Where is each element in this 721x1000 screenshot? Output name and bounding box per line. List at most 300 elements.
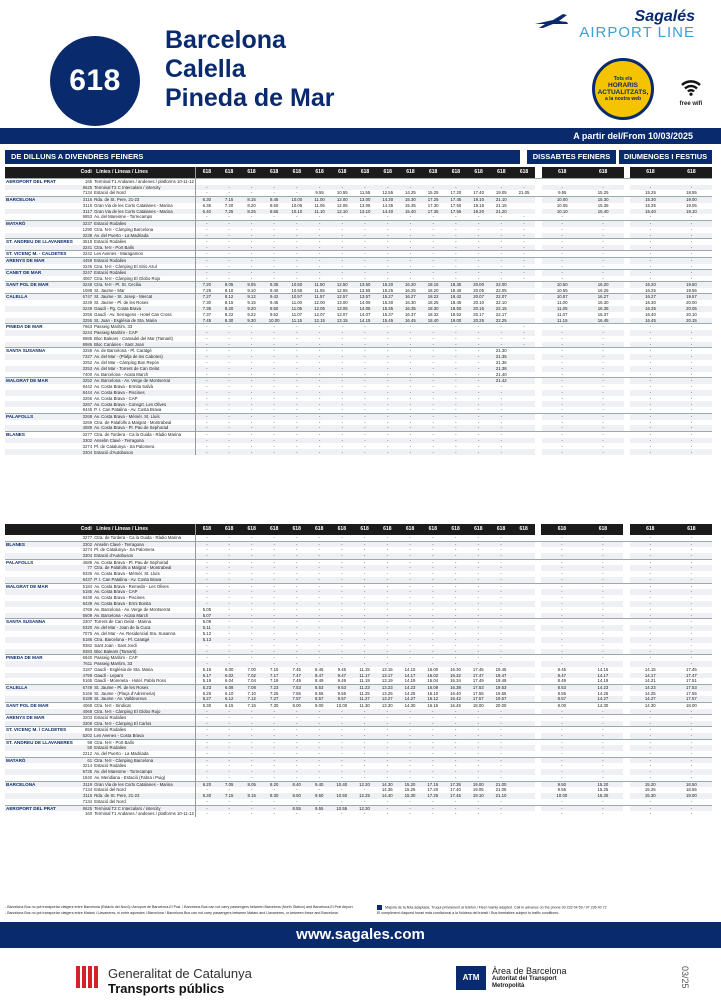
weekday-time: -	[285, 619, 308, 625]
weekday-time: -	[432, 607, 434, 613]
weekday-time: -	[354, 245, 377, 251]
weekday-time: 8.50	[269, 202, 279, 208]
weekday-time: -	[263, 715, 286, 721]
weekday-time: -	[240, 431, 262, 437]
stop-code: 3249	[82, 300, 93, 306]
stop-code: 4068	[79, 703, 93, 709]
weekday-time: 7.53	[285, 685, 308, 691]
saturday-time: -	[602, 407, 604, 413]
weekday-time: 6.15	[218, 703, 241, 709]
saturday-time: -	[582, 613, 623, 619]
weekday-time: 16.10	[427, 690, 439, 696]
sunday-time: 18.50	[671, 781, 712, 787]
weekday-time: -	[295, 799, 298, 805]
weekday-time: -	[376, 413, 399, 419]
weekday-time: -	[318, 371, 321, 377]
town-name: ST. VICENÇ M. - CALDETES	[5, 251, 79, 258]
town-name: ST. ANDREU DE LLAVANERES	[5, 239, 79, 245]
table-row	[5, 449, 712, 455]
weekday-time: -	[376, 619, 399, 625]
stop-code: 5165	[82, 678, 93, 684]
weekday-time: -	[353, 625, 376, 631]
weekday-time: -	[273, 595, 275, 601]
sunday-time: -	[630, 649, 671, 655]
stop-code: 3518	[79, 239, 93, 245]
weekday-time: -	[341, 395, 343, 401]
weekday-time: -	[376, 745, 399, 751]
sunday-time: -	[690, 751, 693, 757]
weekday-time: -	[308, 233, 331, 239]
weekday-time: -	[206, 226, 208, 232]
weekday-time: -	[250, 631, 253, 637]
weekday-time: -	[500, 595, 502, 601]
saturday-time: 15.30	[583, 197, 624, 203]
header-line-number: 618	[399, 167, 422, 179]
weekday-time: -	[240, 354, 262, 360]
weekday-time: -	[387, 407, 389, 413]
weekday-time: -	[490, 541, 513, 547]
weekday-time: -	[240, 661, 263, 667]
weekday-time: -	[445, 438, 468, 444]
saturday-time: -	[583, 378, 624, 384]
weekday-time: -	[250, 642, 253, 648]
weekday-time: -	[353, 745, 376, 751]
weekday-time: -	[399, 565, 422, 571]
header-line-number: 618	[376, 524, 399, 535]
saturday-time: -	[582, 649, 623, 655]
stop-name: Estació d'Autobusos	[93, 449, 195, 455]
stop-code: 8625	[79, 805, 93, 811]
weekday-time: -	[490, 661, 513, 667]
brand-logo	[485, 8, 695, 41]
saturday-time: -	[582, 655, 623, 661]
weekday-time: -	[363, 571, 366, 577]
weekday-time: 8.15	[240, 197, 262, 203]
weekday-time: -	[353, 583, 376, 589]
weekday-time: -	[195, 425, 218, 431]
weekday-time: -	[195, 757, 218, 763]
weekday-time: -	[353, 661, 376, 667]
weekday-time: -	[364, 395, 366, 401]
stop-code: 8445	[82, 407, 93, 413]
weekday-time: -	[285, 709, 308, 715]
weekday-time: -	[218, 324, 240, 330]
weekday-time: -	[421, 733, 444, 739]
stop-code: 4459	[79, 257, 93, 263]
weekday-time: -	[454, 631, 457, 637]
weekday-time: 13.07	[336, 311, 348, 317]
weekday-time: -	[399, 601, 422, 607]
weekday-time: -	[195, 649, 218, 655]
saturday-time: 15.35	[597, 202, 609, 208]
sunday-time: -	[630, 601, 671, 607]
brand-name: Sagalés	[634, 8, 695, 25]
weekday-time: 17.45	[472, 666, 484, 672]
weekday-time: -	[399, 431, 422, 437]
weekday-time: -	[477, 751, 480, 757]
weekday-time: -	[376, 330, 399, 336]
sunday-time: -	[690, 214, 693, 220]
weekday-time: -	[513, 185, 536, 191]
stop-code: 8383	[79, 649, 93, 655]
weekday-time: -	[285, 245, 308, 251]
weekday-time: 8.12	[218, 294, 240, 300]
weekday-time: -	[445, 378, 468, 384]
weekday-time: -	[490, 715, 513, 721]
weekday-time: -	[218, 390, 240, 396]
saturday-time: -	[602, 359, 604, 365]
weekday-time: -	[445, 354, 468, 360]
weekday-time: -	[467, 221, 490, 227]
weekday-time: -	[513, 251, 536, 258]
weekday-time: -	[421, 757, 444, 763]
weekday-time: 8.55	[263, 209, 286, 215]
weekday-time: -	[444, 715, 467, 721]
sunday-time: -	[671, 245, 712, 251]
sunday-time: -	[671, 769, 712, 775]
weekday-time: 7.00	[247, 666, 256, 672]
stop-code: 5202	[79, 733, 93, 739]
weekday-time: 18.42	[445, 294, 468, 300]
stop-code: 4589	[79, 559, 93, 565]
stop-code: 5185	[79, 589, 93, 595]
weekday-time: -	[228, 751, 230, 757]
weekday-time: -	[490, 239, 513, 245]
saturday-time: 11.00	[557, 300, 568, 306]
stop-name: Ctra. de Tordera - Ca la Guida - Ràdio Marina	[93, 535, 195, 541]
stop-name: Av. Barcelona - Av. Verge de Montserrat	[93, 378, 195, 384]
header-line-number: 618	[541, 524, 582, 535]
weekday-time: -	[490, 559, 513, 565]
weekday-time: 18.32	[427, 311, 439, 317]
weekday-time: 9.05	[240, 282, 262, 288]
weekday-time: -	[240, 233, 262, 239]
sunday-time: -	[671, 233, 712, 239]
weekday-time: -	[432, 751, 434, 757]
weekday-time: -	[295, 811, 298, 817]
weekday-time: -	[513, 245, 536, 251]
weekday-time: -	[195, 221, 218, 227]
weekday-time: -	[218, 589, 241, 595]
weekday-time: 17.57	[467, 696, 490, 702]
weekday-time: -	[399, 390, 422, 396]
weekday-time: -	[353, 715, 376, 721]
weekday-time: 12.05	[336, 202, 348, 208]
weekday-time: -	[467, 661, 490, 667]
weekday-time: -	[240, 251, 262, 258]
weekday-time: -	[218, 449, 240, 455]
sunday-time: -	[630, 739, 671, 745]
weekday-time: -	[364, 443, 366, 449]
weekday-time: 22.07	[490, 294, 513, 300]
weekday-time: -	[490, 553, 513, 559]
weekday-time: 10.55	[336, 190, 348, 196]
saturday-time: -	[541, 727, 582, 733]
weekday-time: -	[500, 275, 503, 281]
weekday-time: -	[206, 751, 208, 757]
weekday-time: -	[409, 595, 411, 601]
saturday-time: -	[561, 811, 563, 817]
weekday-time: 15.35	[376, 306, 399, 312]
stop-name: Anselm Clavé - Terragona	[93, 541, 195, 547]
weekday-time: -	[263, 366, 286, 372]
weekday-time: -	[455, 214, 457, 220]
weekday-time: 10.40	[330, 781, 353, 787]
weekday-time: -	[295, 775, 298, 781]
weekday-time: -	[454, 775, 457, 781]
weekday-time: 9.50	[263, 306, 286, 312]
note-barcelona-airport: - Barcelona Bus no pot transportar viatgers entre Barcelona (Estació del Nord) i Aeroport de Barcelona-El Prat. / Barcelona Bus can not carry passengers between Barcelona (North Station) and Barcelona-El Prat Airport.	[5, 905, 354, 909]
stop-code: 7400	[82, 371, 93, 377]
weekday-time: -	[409, 359, 412, 365]
weekday-time: -	[295, 571, 298, 577]
weekday-time: -	[364, 359, 366, 365]
weekday-time: -	[467, 625, 490, 631]
weekday-time: -	[195, 413, 218, 419]
atm-text	[492, 966, 567, 990]
weekday-time: -	[273, 359, 275, 365]
weekday-time: -	[308, 431, 331, 437]
saturday-time: -	[583, 245, 624, 251]
stop-name: St. Jaume - Pl. de les Roses	[93, 685, 195, 691]
saturday-time: -	[561, 799, 563, 805]
weekday-time: -	[285, 637, 308, 643]
weekday-time: -	[263, 583, 286, 589]
header-line-number: 618	[308, 167, 331, 179]
weekday-time: -	[318, 443, 321, 449]
stop-code: 3246	[82, 263, 93, 269]
sunday-time: 17.51	[686, 678, 697, 684]
sunday-time: -	[671, 342, 712, 348]
weekday-time: -	[490, 733, 513, 739]
saturday-time: 10.10	[542, 209, 583, 215]
weekday-time: 7.20	[195, 282, 218, 288]
town-name: CANET DE MAR	[5, 270, 79, 276]
weekday-time: 17.35	[422, 209, 445, 215]
weekday-time: 17.35	[444, 781, 467, 787]
weekday-time: 18.25	[427, 300, 439, 306]
weekday-time: 16.02	[421, 673, 444, 679]
sunday-time: -	[671, 733, 712, 739]
weekday-time: -	[240, 739, 263, 745]
stop-code: 3268	[79, 413, 93, 419]
stop-name: St. Jaume - Av. Valldeoreus	[93, 696, 195, 702]
weekday-time: -	[263, 239, 286, 245]
weekday-time: -	[399, 649, 422, 655]
weekday-time: -	[195, 805, 218, 811]
weekday-time: 11.07	[291, 311, 303, 317]
stop-code: 3277	[79, 431, 93, 437]
weekday-time: -	[285, 233, 308, 239]
stop-code: 5184	[79, 583, 93, 589]
weekday-time: -	[228, 407, 230, 413]
weekday-time: -	[285, 721, 308, 727]
weekday-time: -	[444, 553, 467, 559]
sunday-time: -	[630, 733, 671, 739]
weekday-time: -	[318, 547, 320, 553]
saturday-time: -	[582, 661, 623, 667]
weekday-time: 14.40	[376, 209, 399, 215]
weekday-time: -	[285, 270, 308, 276]
weekday-time: -	[386, 799, 389, 805]
weekday-time: -	[399, 378, 422, 384]
weekday-time: -	[330, 709, 353, 715]
weekday-time: -	[376, 401, 399, 407]
weekday-time: -	[206, 359, 208, 365]
weekday-time: 10.50	[330, 793, 353, 799]
stop-name: P. I. Can Patalina - Av. Costa Brava	[93, 407, 195, 413]
weekday-time: -	[285, 745, 308, 751]
weekday-time: -	[206, 383, 208, 389]
saturday-time: 14.15	[597, 666, 609, 672]
weekday-time: -	[228, 335, 230, 341]
saturday-time: -	[561, 335, 563, 341]
stop-name: Bloc Balears (Tamarit)	[93, 649, 195, 655]
weekday-time: 15.45	[376, 318, 399, 324]
sunday-time: 16.27	[630, 294, 671, 300]
weekday-time: 10.00	[263, 318, 286, 324]
weekday-time: -	[376, 733, 399, 739]
stop-name: Av. del Mar - Av. Residencial Sta. Susanna	[93, 631, 195, 637]
saturday-time: 11.07	[557, 311, 568, 317]
weekday-time: -	[477, 335, 480, 341]
weekday-time: -	[455, 383, 457, 389]
weekday-time: -	[376, 233, 399, 239]
header-line-number: 618	[195, 167, 218, 179]
sunday-time: -	[671, 438, 712, 444]
weekday-time: -	[318, 419, 321, 425]
weekday-time: -	[308, 625, 331, 631]
stop-name: Estació del Nord	[93, 799, 195, 805]
weekday-time: 9.55	[337, 690, 346, 696]
weekday-time: -	[318, 642, 320, 648]
weekday-time: 20.25	[467, 318, 490, 324]
weekday-time: -	[421, 577, 444, 583]
header-line-number: 618	[630, 524, 671, 535]
weekday-time: -	[308, 413, 331, 419]
weekday-time: -	[444, 757, 467, 763]
sunday-time: -	[671, 727, 712, 733]
saturday-time: -	[561, 547, 563, 553]
sunday-time: 15.40	[630, 209, 671, 215]
stop-code: 8444	[79, 390, 93, 396]
header-code: Codi	[79, 167, 93, 179]
sunday-time: 15.25	[644, 787, 656, 793]
weekday-time: -	[263, 613, 286, 619]
stop-code: 165	[79, 179, 93, 185]
stop-code: 3302	[79, 541, 93, 547]
header-line-number: 618	[444, 524, 467, 535]
weekday-time: -	[490, 577, 513, 583]
weekday-time: 11.55	[359, 190, 371, 196]
weekday-time: -	[296, 263, 298, 269]
weekday-time: -	[399, 709, 422, 715]
weekday-time: -	[399, 342, 422, 348]
weekday-time: -	[432, 571, 434, 577]
saturday-time: -	[561, 607, 563, 613]
stop-code: 3274	[82, 443, 93, 449]
weekday-time: -	[422, 251, 445, 258]
weekday-time: 15.35	[405, 202, 416, 208]
weekday-time: -	[454, 811, 457, 817]
weekday-time: -	[500, 335, 503, 341]
weekday-time: 7.12	[240, 696, 263, 702]
weekday-time: 22.05	[495, 287, 507, 293]
weekday-time: -	[432, 763, 434, 769]
weekday-time: -	[467, 342, 490, 348]
weekday-time: -	[240, 613, 263, 619]
weekday-time: -	[500, 571, 502, 577]
weekday-time: -	[454, 763, 457, 769]
sticker-line-3: ACTUALITZATS,	[597, 89, 649, 96]
weekday-time: -	[240, 553, 263, 559]
weekday-time: -	[240, 348, 262, 354]
weekday-time: -	[445, 348, 468, 354]
weekday-time: -	[308, 553, 331, 559]
weekday-time: -	[308, 251, 331, 258]
weekday-time: 12.07	[314, 311, 325, 317]
weekday-time: 16.35	[399, 306, 422, 312]
weekday-time: -	[295, 787, 298, 793]
weekday-time: -	[318, 751, 320, 757]
stop-name: Gaudí - Pg. Costa Brava	[93, 306, 195, 312]
weekday-time: -	[285, 354, 308, 360]
weekday-time: -	[250, 443, 253, 449]
weekday-time: 11.10	[308, 209, 331, 215]
weekday-time: -	[195, 565, 218, 571]
sunday-time: 15.30	[630, 197, 671, 203]
saturday-time: -	[542, 324, 583, 330]
weekday-time: -	[273, 419, 275, 425]
weekday-time: -	[353, 769, 376, 775]
stop-code: 3307	[79, 619, 93, 625]
weekday-time: -	[399, 739, 422, 745]
weekday-time: 15.27	[376, 294, 399, 300]
weekday-time: -	[455, 371, 457, 377]
weekday-time: -	[421, 589, 444, 595]
stop-code: 3253	[79, 366, 93, 372]
weekday-time: 5.17	[195, 673, 218, 679]
weekday-time: 7.15	[270, 666, 279, 672]
weekday-time: -	[421, 805, 444, 811]
weekday-time: -	[454, 751, 457, 757]
sunday-time: -	[630, 221, 671, 227]
stop-name: Estació del Nord	[93, 190, 195, 196]
weekday-time: -	[445, 431, 468, 437]
weekday-time: -	[330, 655, 353, 661]
weekday-time: -	[386, 607, 389, 613]
weekday-time: 10.55	[330, 805, 353, 811]
weekday-time: 5.13	[195, 637, 218, 643]
stop-name: Les Avenes - Costa Brava	[93, 733, 195, 739]
weekday-time: -	[500, 395, 503, 401]
weekday-time: -	[432, 275, 434, 281]
weekday-time: -	[296, 335, 298, 341]
sunday-time: -	[690, 371, 693, 377]
stop-code: 9853	[82, 214, 93, 220]
stop-code: 8985	[82, 335, 93, 341]
weekday-time: -	[341, 751, 343, 757]
sunday-time: -	[630, 348, 671, 354]
weekday-time: 11.15	[359, 666, 370, 672]
weekday-time: -	[376, 589, 399, 595]
saturday-time: -	[541, 619, 582, 625]
weekday-time: 19.55	[495, 690, 507, 696]
saturday-time: 10.57	[542, 294, 583, 300]
saturday-time: -	[582, 739, 623, 745]
website-link[interactable]: www.sagales.com	[296, 926, 425, 943]
weekday-time: 12.20	[353, 781, 376, 787]
